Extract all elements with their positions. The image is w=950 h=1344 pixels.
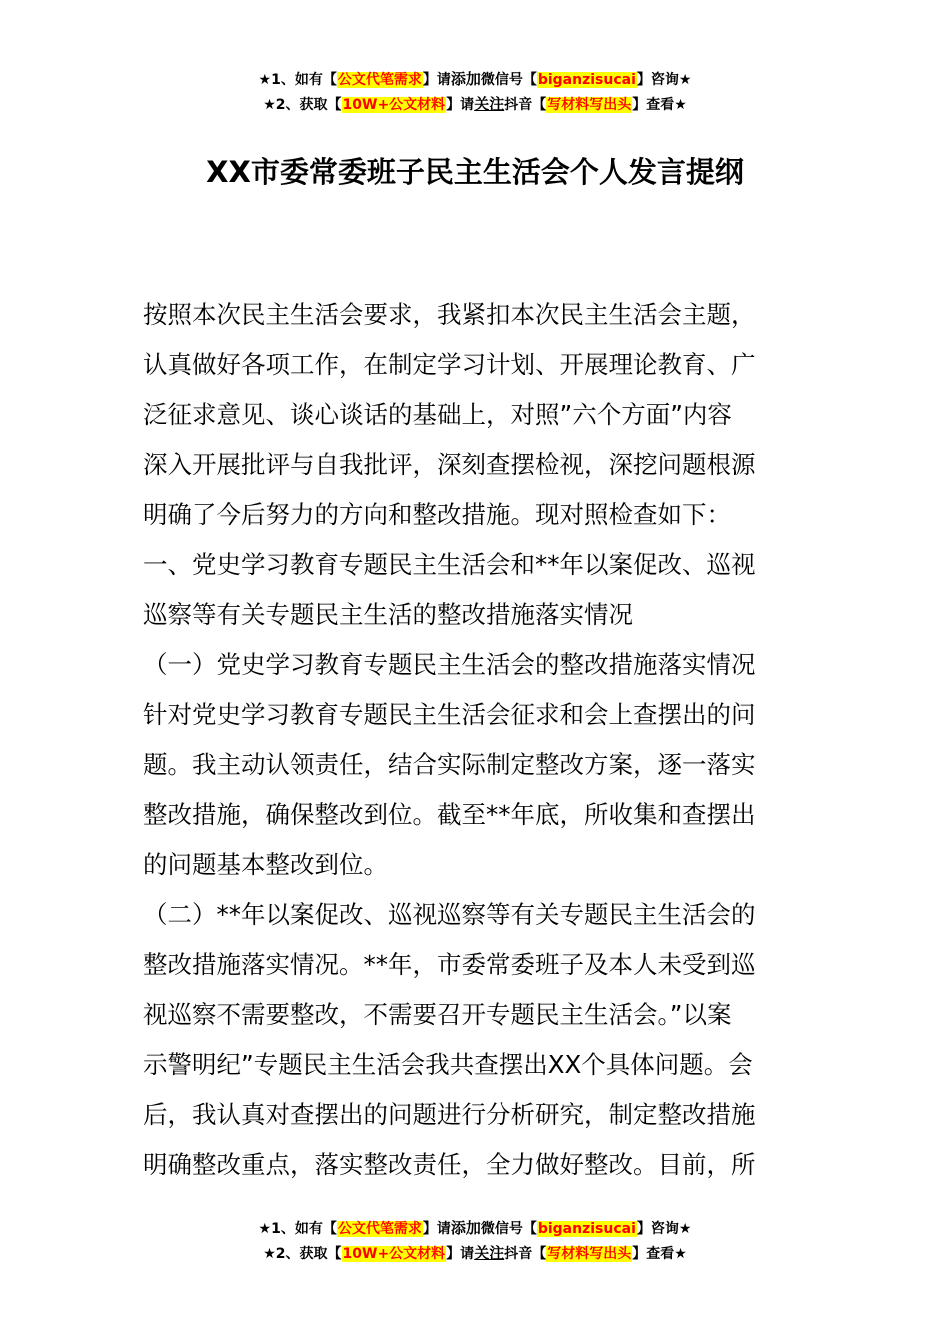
- footer-promo-banner: [0, 1216, 950, 1266]
- promo-text: ★2、获取【: [263, 97, 342, 113]
- promo-text: 微信号【: [480, 72, 537, 88]
- promo-highlight-wechat-id: biganzisucai: [537, 1221, 636, 1237]
- body-line: 明确整改重点，落实整改责任，全力做好整改。目前，所: [143, 1150, 756, 1179]
- promo-emphasis: 关注: [474, 1244, 505, 1262]
- body-line: 认真做好各项工作，在制定学习计划、开展理论教育、广: [143, 350, 756, 379]
- section-heading-1: 一、党史学习教育专题民主生活会和**年以案促改、巡视: [143, 550, 756, 579]
- promo-highlight-service: 公文代笔需求: [337, 72, 422, 88]
- promo-text: 】请: [446, 1246, 475, 1262]
- subsection-heading-1: （一）党史学习教育专题民主生活会的整改措施落实情况: [143, 650, 756, 679]
- body-line: 的问题基本整改到位。: [143, 850, 388, 879]
- promo-text: 微信号【: [480, 1221, 537, 1237]
- subsection-heading-2: （二）**年以案促改、巡视巡察等有关专题民主生活会的: [143, 900, 756, 929]
- promo-text: 】查看★: [632, 1246, 687, 1262]
- promo-highlight-service: 公文代笔需求: [337, 1221, 422, 1237]
- promo-emphasis: 添加: [450, 70, 481, 88]
- promo-text: 】请: [422, 72, 451, 88]
- document-body: [143, 290, 813, 1190]
- promo-line-1: [0, 67, 950, 92]
- body-line: 深入开展批评与自我批评，深刻查摆检视，深挖问题根源: [143, 450, 756, 479]
- header-promo-banner: [0, 67, 950, 117]
- promo-highlight-materials: 10W+公文材料: [342, 97, 446, 113]
- promo-text: 】请: [422, 1221, 451, 1237]
- body-line: 明确了今后努力的方向和整改措施。现对照检查如下：: [143, 500, 731, 529]
- document-title: XX市委常委班子民主生活会个人发言提纲: [206, 155, 744, 189]
- promo-text: 抖音【: [504, 1246, 547, 1262]
- promo-text: 抖音【: [504, 97, 547, 113]
- promo-text: 】咨询★: [636, 1221, 692, 1237]
- body-line: 视巡察不需要整改，不需要召开专题民主生活会。”以案: [143, 1000, 732, 1029]
- body-line: 题。我主动认领责任，结合实际制定整改方案，逐一落实: [143, 750, 756, 779]
- promo-text: 】咨询★: [636, 72, 692, 88]
- promo-line-2: [0, 92, 950, 117]
- promo-text: 】查看★: [632, 97, 687, 113]
- section-heading-1-cont: 巡察等有关专题民主生活的整改措施落实情况: [143, 600, 633, 629]
- body-line: 按照本次民主生活会要求，我紧扣本次民主生活会主题，: [143, 300, 756, 329]
- promo-line-2: [0, 1241, 950, 1266]
- promo-text: ★1、如有【: [258, 1221, 337, 1237]
- body-line: 针对党史学习教育专题民主生活会征求和会上查摆出的问: [143, 700, 756, 729]
- promo-text: ★2、获取【: [263, 1246, 342, 1262]
- body-line: 整改措施落实情况。**年，市委常委班子及本人未受到巡: [143, 950, 756, 979]
- promo-highlight-wechat-id: biganzisucai: [537, 72, 636, 88]
- promo-text: ★1、如有【: [258, 72, 337, 88]
- promo-highlight-materials: 10W+公文材料: [342, 1246, 446, 1262]
- promo-emphasis: 添加: [450, 1219, 481, 1237]
- promo-emphasis: 关注: [474, 95, 505, 113]
- promo-text: 】请: [446, 97, 475, 113]
- body-line: 整改措施，确保整改到位。截至**年底，所收集和查摆出: [143, 800, 756, 829]
- promo-highlight-douyin-account: 写材料写出头: [547, 97, 632, 113]
- body-line: 示警明纪”专题民主生活会我共查摆出XX个具体问题。会: [143, 1050, 753, 1079]
- promo-highlight-douyin-account: 写材料写出头: [547, 1246, 632, 1262]
- body-line: 后，我认真对查摆出的问题进行分析研究，制定整改措施: [143, 1100, 756, 1129]
- body-line: 泛征求意见、谈心谈话的基础上，对照”六个方面”内容: [143, 400, 732, 429]
- promo-line-1: [0, 1216, 950, 1241]
